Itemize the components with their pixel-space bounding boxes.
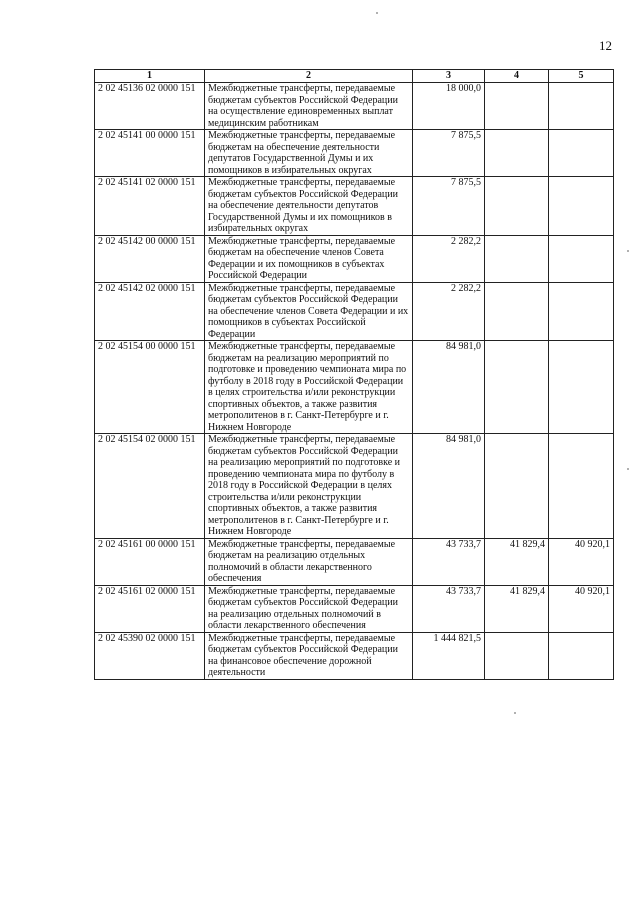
table-row <box>95 177 614 236</box>
budget-table <box>94 69 614 680</box>
column-header-3: 3 <box>413 70 485 83</box>
row-code: 2 02 45161 02 0000 151 <box>95 585 205 632</box>
row-amount-col3: 43 733,7 <box>413 585 485 632</box>
row-amount-col3: 84 981,0 <box>413 341 485 434</box>
row-amount-col4 <box>485 434 549 539</box>
row-description: Межбюджетные трансферты, передаваемые бюджетам на реализацию отдельных полномочий в области лекарственного обеспечения <box>205 538 413 585</box>
scan-speck <box>514 712 516 714</box>
row-description: Межбюджетные трансферты, передаваемые бюджетам на обеспечение деятельности депутатов Государственной Думы и их помощников в избирательных округах <box>205 130 413 177</box>
table-row <box>95 341 614 434</box>
table-row <box>95 83 614 130</box>
row-amount-col4 <box>485 130 549 177</box>
row-code: 2 02 45141 00 0000 151 <box>95 130 205 177</box>
row-description: Межбюджетные трансферты, передаваемые бюджетам на обеспечение членов Совета Федерации и их помощников в субъектах Российской Федерации <box>205 235 413 282</box>
row-amount-col5 <box>549 434 614 539</box>
row-description: Межбюджетные трансферты, передаваемые бюджетам субъектов Российской Федерации на финансовое обеспечение дорожной деятельности <box>205 632 413 679</box>
row-amount-col5 <box>549 177 614 236</box>
row-amount-col4 <box>485 83 549 130</box>
row-amount-col5 <box>549 632 614 679</box>
row-amount-col3: 2 282,2 <box>413 282 485 341</box>
table-row <box>95 235 614 282</box>
row-description: Межбюджетные трансферты, передаваемые бюджетам субъектов Российской Федерации на реализацию отдельных полномочий в области лекарственного обеспечения <box>205 585 413 632</box>
row-amount-col4 <box>485 177 549 236</box>
column-header-1: 1 <box>95 70 205 83</box>
scan-speck <box>376 12 378 14</box>
column-header-5: 5 <box>549 70 614 83</box>
row-amount-col3: 18 000,0 <box>413 83 485 130</box>
row-amount-col4 <box>485 341 549 434</box>
table-row <box>95 538 614 585</box>
row-amount-col3: 84 981,0 <box>413 434 485 539</box>
row-amount-col4 <box>485 235 549 282</box>
table-row <box>95 130 614 177</box>
table-row <box>95 632 614 679</box>
row-amount-col5 <box>549 83 614 130</box>
row-amount-col3: 2 282,2 <box>413 235 485 282</box>
row-code: 2 02 45141 02 0000 151 <box>95 177 205 236</box>
row-description: Межбюджетные трансферты, передаваемые бюджетам субъектов Российской Федерации на обеспечение членов Совета Федерации и их помощников в субъектах Российской Федерации <box>205 282 413 341</box>
row-amount-col5 <box>549 341 614 434</box>
row-code: 2 02 45136 02 0000 151 <box>95 83 205 130</box>
table-row <box>95 585 614 632</box>
row-amount-col3: 7 875,5 <box>413 130 485 177</box>
row-code: 2 02 45154 02 0000 151 <box>95 434 205 539</box>
row-amount-col5 <box>549 130 614 177</box>
row-amount-col3: 43 733,7 <box>413 538 485 585</box>
table-row <box>95 282 614 341</box>
row-amount-col4 <box>485 632 549 679</box>
row-description: Межбюджетные трансферты, передаваемые бюджетам субъектов Российской Федерации на реализацию мероприятий по подготовке и проведению чемпионата мира по футболу в 2018 году в Российской Федерации в целях строительства и/или реконструкции спортивных объектов, а также развития метрополитенов в г. Санкт-Петербурге и г. Нижнем Новгороде <box>205 434 413 539</box>
row-amount-col4: 41 829,4 <box>485 538 549 585</box>
row-description: Межбюджетные трансферты, передаваемые бюджетам на реализацию мероприятий по подготовке и проведению чемпионата мира по футболу в 2018 году в Российской Федерации в целях строительства и/или реконструкции спортивных объектов, а также развития метрополитенов в г. Санкт-Петербурге и г. Нижнем Новгороде <box>205 341 413 434</box>
row-amount-col4 <box>485 282 549 341</box>
row-amount-col4: 41 829,4 <box>485 585 549 632</box>
row-code: 2 02 45142 00 0000 151 <box>95 235 205 282</box>
scan-speck <box>627 250 629 252</box>
table-header-row <box>95 70 614 83</box>
row-code: 2 02 45154 00 0000 151 <box>95 341 205 434</box>
row-amount-col5: 40 920,1 <box>549 585 614 632</box>
column-header-2: 2 <box>205 70 413 83</box>
row-code: 2 02 45142 02 0000 151 <box>95 282 205 341</box>
row-code: 2 02 45161 00 0000 151 <box>95 538 205 585</box>
row-description: Межбюджетные трансферты, передаваемые бюджетам субъектов Российской Федерации на обеспечение деятельности депутатов Государственной Думы и их помощников в избирательных округах <box>205 177 413 236</box>
row-description: Межбюджетные трансферты, передаваемые бюджетам субъектов Российской Федерации на осуществление единовременных выплат медицинским работникам <box>205 83 413 130</box>
row-amount-col3: 7 875,5 <box>413 177 485 236</box>
table-row <box>95 434 614 539</box>
row-amount-col5: 40 920,1 <box>549 538 614 585</box>
row-amount-col3: 1 444 821,5 <box>413 632 485 679</box>
row-amount-col5 <box>549 282 614 341</box>
scan-speck <box>627 468 629 470</box>
page-number: 12 <box>599 38 612 53</box>
row-amount-col5 <box>549 235 614 282</box>
column-header-4: 4 <box>485 70 549 83</box>
row-code: 2 02 45390 02 0000 151 <box>95 632 205 679</box>
